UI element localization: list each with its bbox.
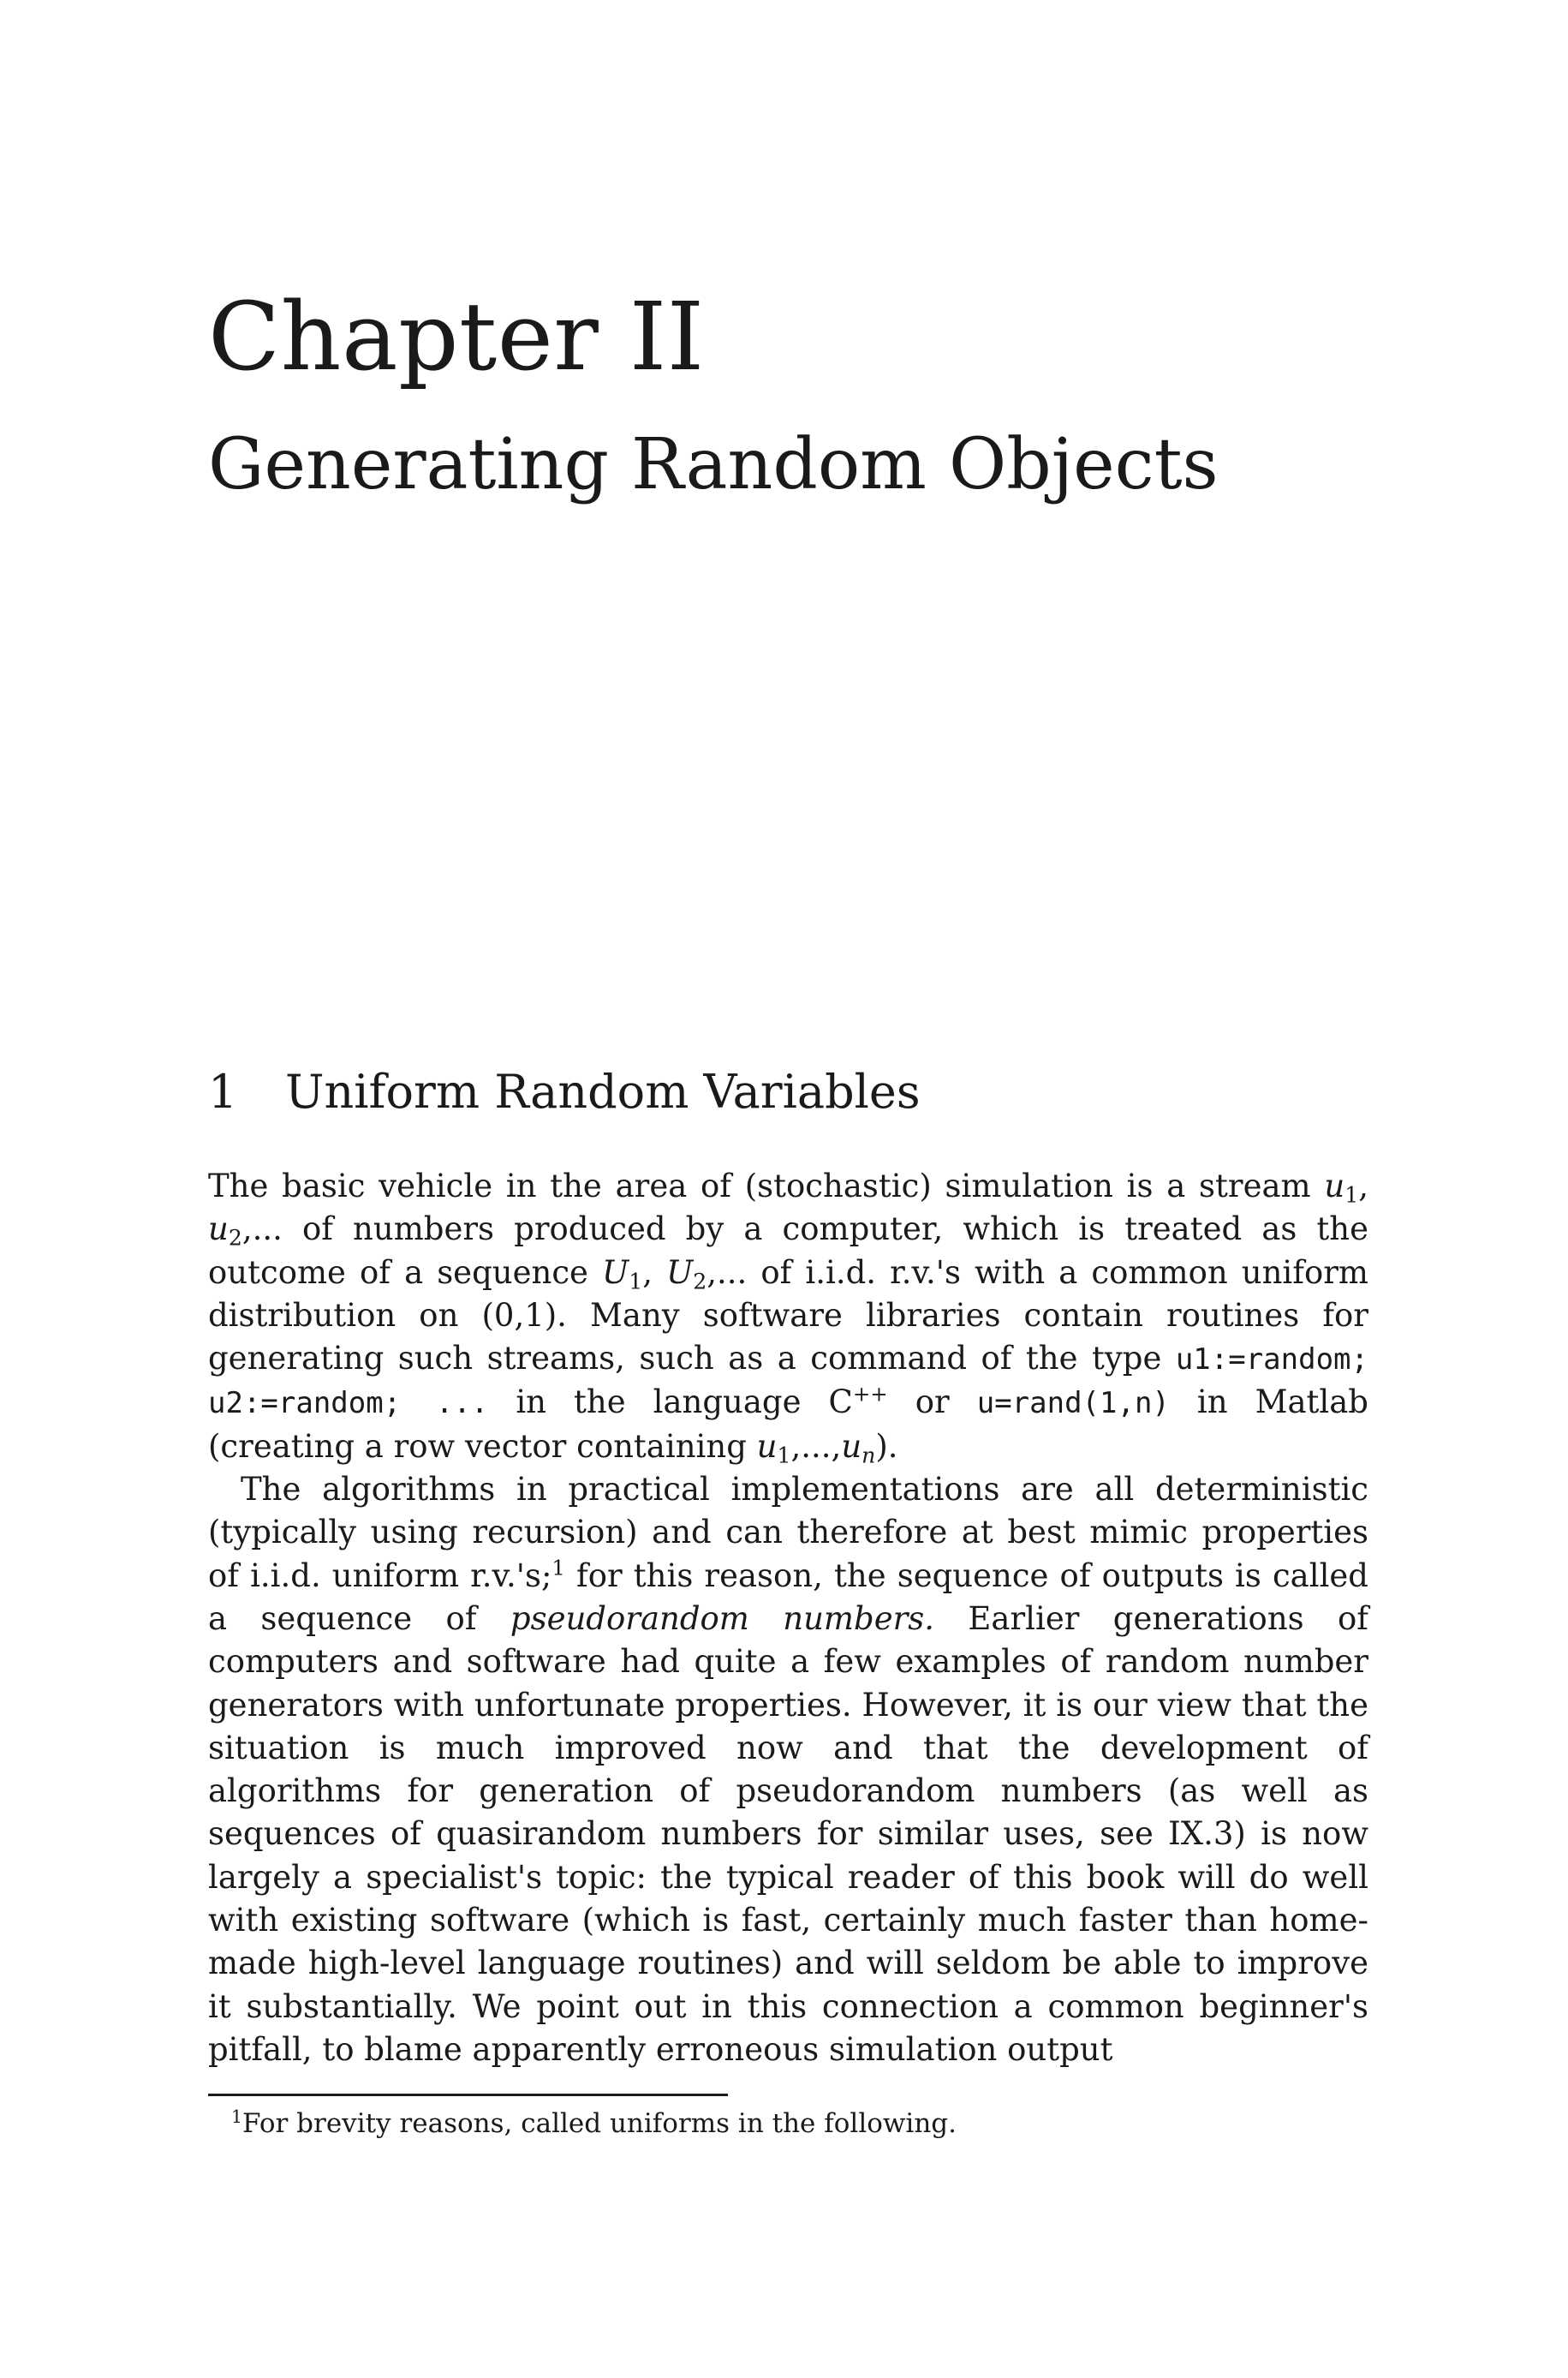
paragraph-1-text: in Matlab (creating a row vector containing	[208, 1383, 1368, 1465]
footnote-divider	[208, 2094, 728, 2096]
math-subscript: n	[862, 1443, 876, 1468]
paragraph-1	[208, 1165, 1368, 1468]
chapter-label: Chapter II	[208, 282, 705, 391]
paragraph-1-text: ).	[875, 1427, 898, 1465]
emphasis-term: pseudorandom numbers.	[510, 1599, 935, 1637]
math-u: u	[208, 1210, 229, 1248]
math-U: U	[666, 1253, 694, 1291]
paragraph-1-text: The basic vehicle in the area of (stochastic) simulation is a stream	[208, 1168, 1325, 1204]
footnote-marker: 1	[231, 2106, 243, 2127]
math-subscript: 1	[1344, 1182, 1359, 1208]
footnote	[231, 2106, 957, 2141]
section-title: Uniform Random Variables	[285, 1065, 921, 1119]
chapter-title: Generating Random Objects	[208, 424, 1219, 505]
cpp-superscript: ++	[852, 1382, 888, 1407]
math-separator: ,	[642, 1253, 667, 1291]
math-separator: ,	[1358, 1168, 1368, 1204]
math-subscript: 1	[777, 1443, 791, 1468]
section-heading	[208, 1065, 921, 1119]
math-u: u	[1324, 1168, 1345, 1204]
paragraph-1-text: or	[887, 1383, 977, 1421]
paragraph-2-text: Earlier generations of computers and software had quite a few examples of random number generators with unfortunate properties. However, it is our view that the situation is much improved now and that the development of algorithms for generation of pseudorandom numbers (as well as sequences of quasirandom numbers for similar uses, see IX.3) is now largely a specialist's topic: the typical reader of this book will do well with existing software (which is fast, certainly much faster than home-made high-level language routines) and will seldom be able to improve it substantially. We point out in this connection a common beginner's pitfall, to blame apparently erroneous simulation output	[208, 1599, 1368, 2068]
math-u: u	[756, 1427, 778, 1465]
math-subscript: 1	[629, 1268, 643, 1294]
paragraph-1-text: ,... of i.i.d. r.v.'s with a common uniform distribution on (0,1). Many software libraries contain routines for generating such streams, such as a command of the type	[208, 1253, 1368, 1377]
footnote-text: For brevity reasons, called uniforms in the following.	[242, 2108, 957, 2139]
paragraph-1-text: in the language C	[488, 1383, 853, 1421]
paragraph-1-text: ,... of numbers produced by a computer, which is treated as the outcome of a sequence	[208, 1210, 1368, 1291]
paragraph-2-text: The algorithms in practical implementations are all deterministic (typically using recursion) and can therefore at best mimic properties of i.i.d. uniform r.v.'s;	[208, 1471, 1368, 1594]
paragraph-1-text: ,...,	[790, 1427, 842, 1465]
math-U: U	[602, 1253, 629, 1291]
section-number: 1	[208, 1065, 238, 1119]
paragraph-2-text: for this reason, the sequence of outputs is called a sequence of	[208, 1556, 1368, 1637]
math-subscript: 2	[693, 1268, 707, 1294]
math-u: u	[841, 1427, 862, 1465]
body-text	[208, 1165, 1368, 2071]
code-snippet-matlab: u=rand(1,n)	[976, 1386, 1170, 1421]
code-snippet-cpp: u1:=random; u2:=random; ...	[208, 1342, 1368, 1421]
paragraph-2	[208, 1468, 1368, 2071]
math-subscript: 2	[228, 1225, 242, 1251]
footnote-reference[interactable]: 1	[551, 1555, 565, 1580]
